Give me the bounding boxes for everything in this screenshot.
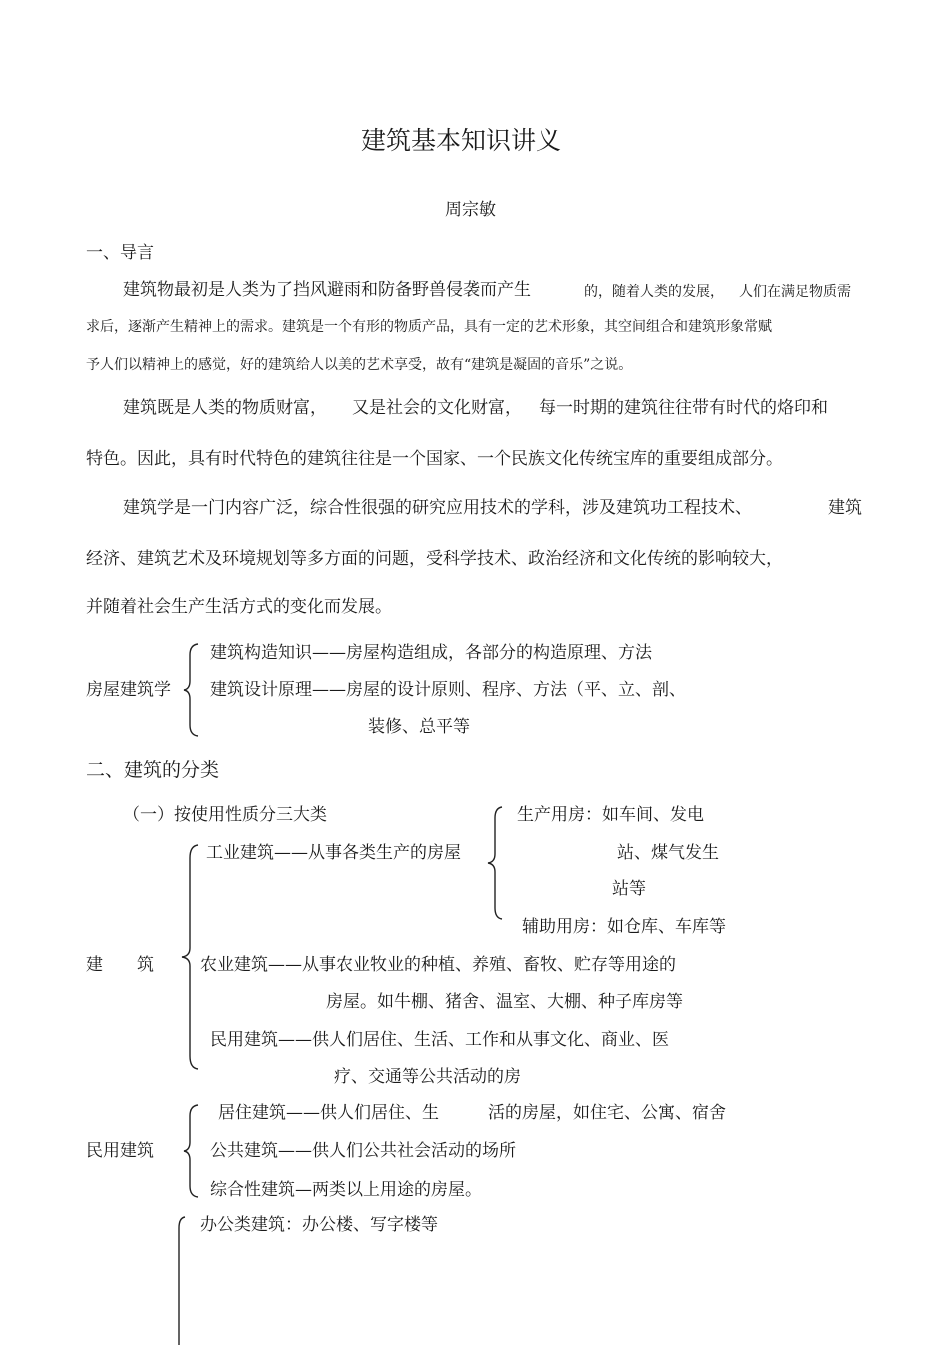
paragraph-2-line-1c: 每一时期的建筑往往带有时代的烙印和 [539, 398, 828, 418]
subsection-heading-use: （一）按使用性质分三大类 [123, 805, 327, 825]
framework-item-design: 建筑设计原理——房屋的设计原则、程序、方法（平、立、剖、 [210, 680, 686, 700]
civil-brace [183, 1104, 203, 1198]
production-building-line-2: 站、煤气发生 [617, 843, 719, 863]
civil-building-line-1: 民用建筑——供人们居住、生活、工作和从事文化、商业、医 [210, 1030, 669, 1050]
paragraph-2-line-2: 特色。因此，具有时代特色的建筑往往是一个国家、一个民族文化传统宝库的重要组成部分。 [86, 449, 783, 469]
paragraph-1-line-3: 予人们以精神上的感觉，好的建筑给人以美的艺术享受，故有“建筑是凝固的音乐”之说。 [86, 357, 633, 373]
paragraph-2-line-1b: 又是社会的文化财富， [352, 398, 522, 418]
civil-label: 民用建筑 [86, 1141, 154, 1161]
public-building: 公共建筑——供人们公共社会活动的场所 [210, 1141, 516, 1161]
paragraph-2-line-1a: 建筑既是人类的物质财富， [123, 398, 327, 418]
paragraph-3-line-1b: 建筑 [828, 498, 862, 518]
paragraph-1-line-1b: 的，随着人类的发展， [584, 284, 724, 300]
paragraph-3-line-1a: 建筑学是一门内容广泛，综合性很强的研究应用技术的学科，涉及建筑功工程技术、 [123, 498, 752, 518]
public-types-brace [174, 1216, 188, 1345]
framework-item-construction: 建筑构造知识——房屋构造组成，各部分的构造原理、方法 [210, 643, 652, 663]
office-building: 办公类建筑：办公楼、写字楼等 [200, 1215, 438, 1235]
building-label: 建 筑 [86, 955, 154, 975]
framework-label: 房屋建筑学 [86, 680, 171, 700]
paragraph-3-line-3: 并随着社会生产生活方式的变化而发展。 [86, 597, 392, 617]
framework-brace [183, 643, 203, 737]
residential-building-a: 居住建筑——供人们居住、生 [218, 1103, 439, 1123]
paragraph-1-line-1c: 人们在满足物质需 [739, 284, 851, 300]
document-title: 建筑基本知识讲义 [361, 126, 562, 155]
agricultural-building-line-1: 农业建筑——从事农业牧业的种植、养殖、畜牧、贮存等用途的 [200, 955, 676, 975]
paragraph-1-line-2: 求后，逐渐产生精神上的需求。建筑是一个有形的物质产品，具有一定的艺术形象，其空间组合和建筑形象常赋 [86, 319, 772, 335]
auxiliary-building: 辅助用房：如仓库、车库等 [522, 917, 726, 937]
paragraph-3-line-2: 经济、建筑艺术及环境规划等多方面的问题，受科学技术、政治经济和文化传统的影响较大， [86, 549, 783, 569]
section-heading-intro: 一、导言 [86, 243, 154, 263]
civil-building-line-2: 疗、交通等公共活动的房 [334, 1067, 521, 1087]
mixed-use-building: 综合性建筑—两类以上用途的房屋。 [210, 1180, 482, 1200]
section-heading-classification: 二、建筑的分类 [86, 759, 220, 781]
industrial-brace [487, 806, 507, 920]
framework-item-design-cont: 装修、总平等 [368, 717, 470, 737]
industrial-building: 工业建筑——从事各类生产的房屋 [206, 843, 461, 863]
production-building-line-3: 站等 [612, 879, 646, 899]
residential-building-b: 活的房屋，如住宅、公寓、宿舍 [488, 1103, 726, 1123]
author: 周宗敏 [445, 200, 496, 220]
production-building-line-1: 生产用房：如车间、发电 [517, 805, 704, 825]
agricultural-building-line-2: 房屋。如牛棚、猪舍、温室、大棚、种子库房等 [326, 992, 683, 1012]
paragraph-1-line-1a: 建筑物最初是人类为了挡风避雨和防备野兽侵袭而产生 [123, 280, 531, 300]
